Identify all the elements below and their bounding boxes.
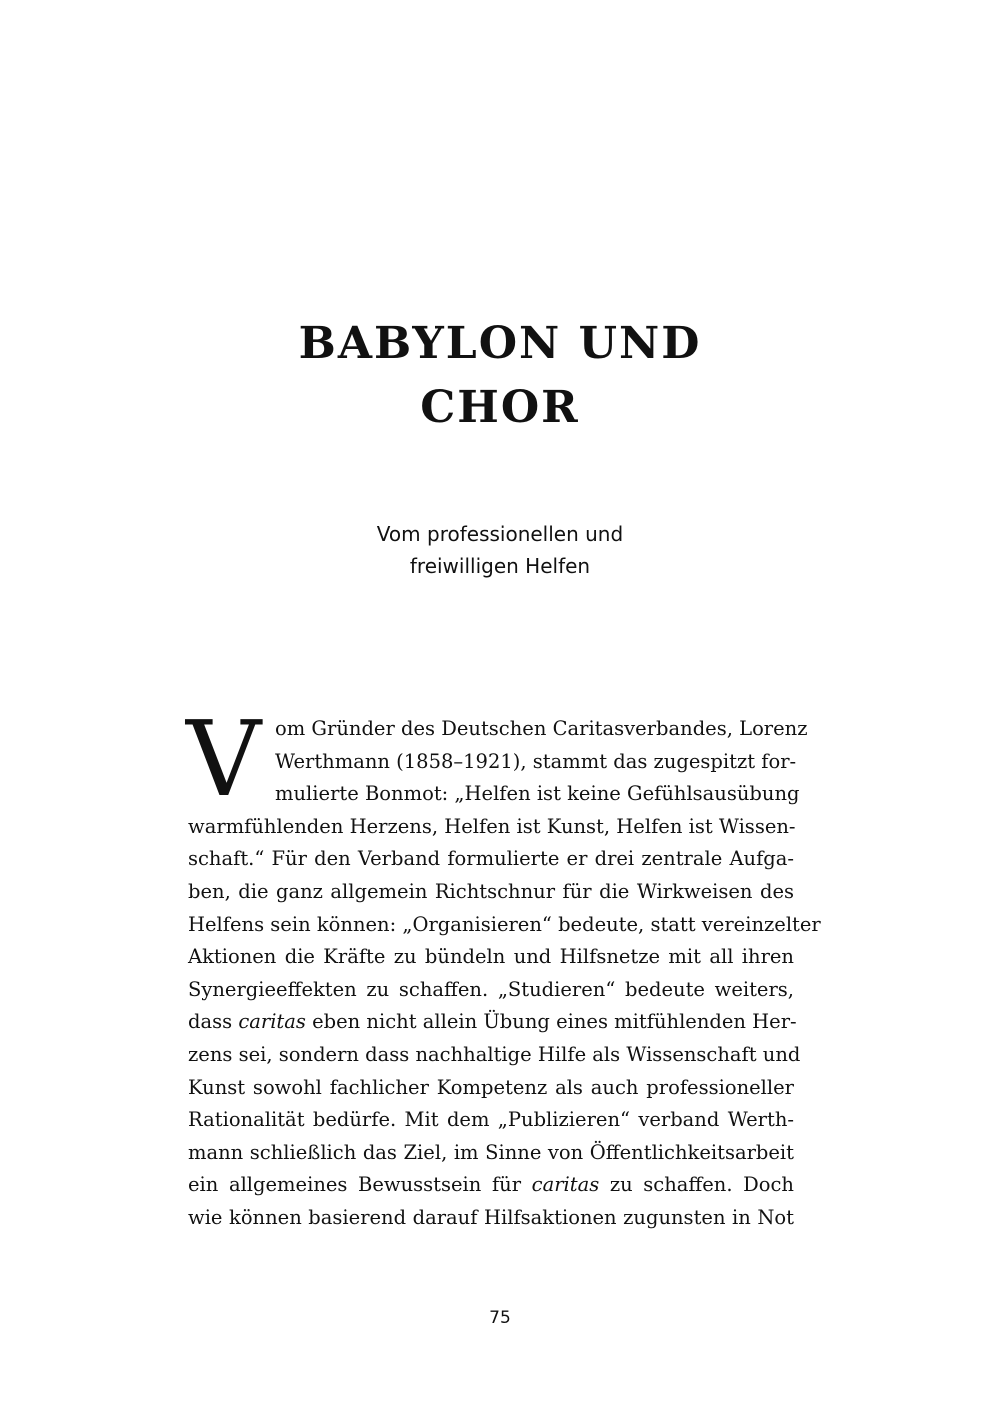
text-line: warmfühlenden Herzens, Helfen ist Kunst, Helfen ist Wissen-: [188, 814, 796, 838]
subtitle-line: freiwilligen Helfen: [409, 554, 591, 578]
text-line: [188, 1006, 797, 1039]
text-line: Helfens sein können: „Organisieren“ bedeute, statt vereinzelter: [188, 912, 821, 936]
text-fragment: eben nicht allein Übung eines mitfühlenden Her-: [305, 1010, 797, 1034]
drop-cap: V: [186, 698, 262, 820]
text-line: wie können basierend darauf Hilfsaktionen zugunsten in Not: [188, 1205, 794, 1229]
text-line: ben, die ganz allgemein Richtschnur für die Wirkweisen des: [188, 879, 794, 903]
chapter-subtitle: [0, 518, 1000, 582]
text-line: Synergieeffekten zu schaffen. „Studieren“ bedeute weiters,: [188, 977, 794, 1001]
emphasis-text: caritas: [531, 1173, 600, 1197]
chapter-title-line: CHOR: [420, 382, 580, 433]
text-fragment: dass: [188, 1010, 239, 1034]
text-line: Aktionen die Kräfte zu bündeln und Hilfsnetze mit all ihren: [188, 945, 794, 969]
text-line: Werthmann (1858–1921), stammt das zugespitzt for-: [275, 749, 797, 773]
text-line: mann schließlich das Ziel, im Sinne von Öffentlichkeitsarbeit: [188, 1140, 794, 1164]
page-number: 75: [489, 1308, 511, 1328]
chapter-title: [0, 312, 1000, 440]
emphasis-text: caritas: [238, 1010, 306, 1034]
text-line: om Gründer des Deutschen Caritasverbandes, Lorenz: [275, 717, 808, 740]
text-fragment: ein allgemeines Bewusstsein für: [188, 1173, 532, 1197]
text-line: Rationalität bedürfe. Mit dem „Publizieren“ verband Werth-: [188, 1108, 794, 1132]
chapter-title-line: BABYLON UND: [298, 318, 702, 369]
text-line: zens sei, sondern dass nachhaltige Hilfe als Wissenschaft und: [188, 1042, 801, 1066]
subtitle-line: Vom professionellen und: [376, 522, 624, 546]
text-line: schaft.“ Für den Verband formulierte er drei zentrale Aufga-: [188, 847, 794, 871]
body-paragraph: [186, 698, 821, 1235]
text-line: Kunst sowohl fachlicher Kompetenz als auch professioneller: [188, 1075, 794, 1099]
text-line: mulierte Bonmot: „Helfen ist keine Gefühlsausübung: [275, 782, 800, 806]
text-fragment: zu schaffen. Doch: [599, 1173, 794, 1197]
text-line: [188, 1169, 794, 1202]
